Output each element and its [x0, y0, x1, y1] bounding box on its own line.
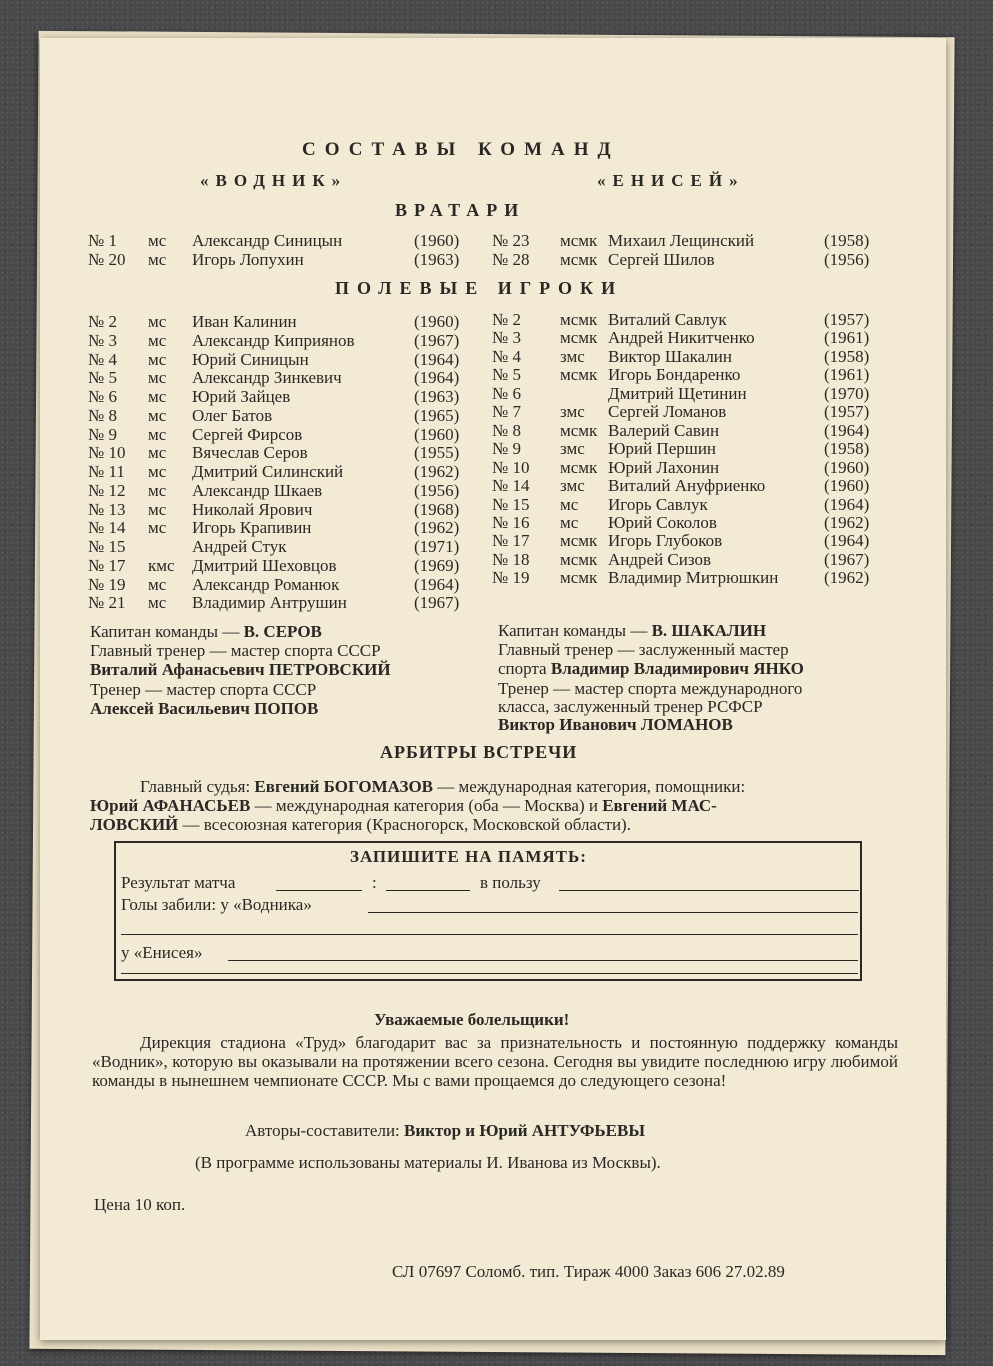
- player-row: [40, 365, 946, 384]
- authors-names: Виктор и Юрий АНТУФЬЕВЫ: [404, 1121, 646, 1140]
- player-row: [40, 513, 946, 532]
- player-number: № 12: [88, 480, 126, 500]
- ref-3-cat: — всесоюзная категория (Красногорск, Московской области).: [178, 815, 631, 834]
- player-name: Александр Синицын: [192, 231, 343, 250]
- player-row: [40, 250, 946, 269]
- player-number: № 2: [492, 310, 521, 329]
- player-rank: мс: [148, 349, 167, 369]
- player-rank: змс: [560, 476, 585, 496]
- home-head-coach-name: [90, 660, 391, 679]
- imprint: СЛ 07697 Соломб. тип. Тираж 4000 Заказ 606 27.02.89: [392, 1262, 785, 1281]
- player-year: (1971): [414, 537, 460, 556]
- result-colon: :: [372, 873, 377, 892]
- home-captain-line: [90, 622, 322, 641]
- player-year: (1962): [414, 518, 460, 538]
- fans-title: Уважаемые болельщики!: [374, 1010, 570, 1029]
- home-coach-name: [90, 699, 318, 718]
- player-number: № 13: [88, 499, 126, 519]
- heading: СОСТАВЫ КОМАНД: [302, 139, 620, 160]
- player-name: Олег Батов: [192, 405, 273, 425]
- goals-away-field[interactable]: [228, 960, 858, 961]
- ref-2-last: АФАНАСЬЕВ: [142, 796, 251, 815]
- player-row: [40, 347, 946, 366]
- away-head-coach-first: Владимир Владимирович: [550, 659, 754, 678]
- ref-label: Главный судья:: [140, 777, 255, 796]
- player-number: № 5: [492, 365, 521, 385]
- player-number: № 11: [88, 462, 125, 481]
- player-number: № 21: [88, 593, 126, 613]
- player-year: (1958): [824, 439, 870, 459]
- player-rank: мсмк: [560, 531, 598, 551]
- player-rank: мс: [148, 462, 167, 481]
- materials-note: (В программе использованы материалы И. Иванова из Москвы).: [195, 1153, 661, 1172]
- ref-2-first: Юрий: [90, 796, 143, 815]
- in-favor-label: в пользу: [480, 873, 541, 892]
- player-name: Дмитрий Силинский: [192, 462, 344, 481]
- player-year: (1967): [414, 330, 460, 350]
- team-home-title: «ВОДНИК»: [200, 171, 348, 190]
- player-year: (1957): [824, 402, 870, 422]
- result-home-field[interactable]: [276, 890, 362, 891]
- home-captain-name: В. СЕРОВ: [243, 622, 322, 641]
- player-year: (1968): [414, 499, 460, 519]
- player-name: Дмитрий Щетинин: [608, 383, 747, 403]
- player-rank: мс: [148, 368, 167, 388]
- player-row: [40, 231, 946, 250]
- player-year: (1967): [824, 549, 870, 569]
- player-name: Андрей Стук: [192, 537, 287, 556]
- ref-main-first: Евгений: [254, 777, 324, 796]
- player-number: № 19: [88, 574, 126, 594]
- player-number: № 2: [88, 312, 117, 331]
- player-name: Вячеслав Серов: [192, 443, 308, 463]
- in-favor-field[interactable]: [559, 890, 859, 891]
- referees-line-2: [90, 796, 717, 815]
- player-year: (1960): [414, 424, 460, 444]
- away-coach-line-2: класса, заслуженный тренер РСФСР: [498, 697, 763, 716]
- player-name: Виктор Шакалин: [608, 346, 732, 366]
- player-year: (1958): [824, 231, 870, 250]
- home-head-coach-line: Главный тренер — мастер спорта СССР: [90, 641, 381, 660]
- player-name: Игорь Крапивин: [192, 518, 312, 538]
- player-name: Игорь Бондаренко: [608, 365, 741, 385]
- player-name: Сергей Фирсов: [192, 424, 303, 444]
- player-name: Юрий Лахонин: [608, 457, 720, 477]
- player-year: (1962): [414, 462, 460, 481]
- home-coach-line: Тренер — мастер спорта СССР: [90, 680, 317, 699]
- player-row: [40, 593, 946, 612]
- player-rank: мс: [148, 443, 167, 463]
- player-rank: мс: [148, 405, 167, 425]
- player-year: (1965): [414, 405, 460, 425]
- authors-label: Авторы-составители:: [245, 1121, 405, 1140]
- player-rank: мс: [148, 424, 167, 444]
- fans-text: Дирекция стадиона «Труд» благодарит вас за признательность и постоянную поддержку команды «Водник», которую вы оказывали на протяжении всего сезона. Сегодня вы увидите последнюю игру любимой команды в нынешнем чемпионате СССР. Мы с вами прощаемся до следующего сезона!: [92, 1033, 898, 1090]
- player-number: № 5: [88, 368, 117, 388]
- player-name: Андрей Сизов: [608, 549, 711, 569]
- player-name: Виталий Савлук: [608, 310, 727, 329]
- away-head-coach-prefix: спорта: [498, 659, 551, 678]
- player-name: Владимир Антрушин: [192, 593, 347, 613]
- player-rank: мс: [560, 494, 579, 514]
- team-away-title: «ЕНИСЕЙ»: [597, 171, 745, 190]
- ref-2-cat: — международная категория (оба — Москва) и: [250, 796, 603, 815]
- away-captain-name: В. ШАКАЛИН: [651, 621, 767, 640]
- player-number: № 14: [492, 476, 530, 496]
- player-number: № 15: [88, 537, 126, 556]
- player-year: (1963): [414, 387, 460, 406]
- player-rank: мс: [148, 499, 167, 519]
- player-number: № 8: [492, 420, 521, 440]
- player-number: № 17: [88, 555, 126, 575]
- ref-main-last: БОГОМАЗОВ: [323, 777, 434, 796]
- player-row: [40, 458, 946, 477]
- player-number: № 20: [88, 250, 126, 269]
- player-year: (1960): [824, 476, 870, 496]
- goals-away-field-2[interactable]: [121, 973, 858, 974]
- player-rank: мс: [148, 518, 167, 538]
- player-name: Юрий Синицын: [192, 349, 309, 369]
- player-number: № 6: [492, 383, 521, 403]
- player-year: (1961): [824, 328, 870, 348]
- away-head-coach-last: ЯНКО: [753, 659, 804, 678]
- player-rank: мс: [148, 250, 167, 269]
- player-name: Сергей Ломанов: [608, 402, 727, 422]
- ref-3-name-start: Евгений МАС-: [602, 796, 717, 815]
- referees-title: АРБИТРЫ ВСТРЕЧИ: [380, 742, 578, 762]
- referees-line-3: [90, 815, 631, 834]
- player-rank: мсмк: [560, 250, 598, 269]
- player-rank: мсмк: [560, 549, 598, 569]
- player-name: Александр Киприянов: [192, 330, 355, 350]
- player-row: [40, 439, 946, 458]
- player-rank: мсмк: [560, 420, 598, 440]
- home-head-coach-first: Виталий Афанасьевич: [90, 660, 269, 679]
- player-year: (1955): [414, 443, 460, 463]
- player-name: Юрий Зайцев: [192, 387, 291, 406]
- player-year: (1960): [414, 312, 460, 331]
- player-year: (1970): [824, 383, 870, 403]
- authors-line: [245, 1121, 645, 1140]
- player-number: № 3: [492, 328, 521, 348]
- player-row: [40, 476, 946, 495]
- player-rank: мс: [148, 593, 167, 613]
- ref-main-cat: — международная категория, помощники:: [433, 777, 746, 796]
- player-number: № 3: [88, 330, 117, 350]
- player-number: № 9: [492, 439, 521, 459]
- player-row: [40, 421, 946, 440]
- player-name: Юрий Першин: [608, 439, 717, 459]
- player-year: (1962): [824, 512, 870, 532]
- player-year: (1957): [824, 310, 870, 329]
- player-year: (1969): [414, 555, 460, 575]
- player-year: (1960): [824, 457, 870, 477]
- player-year: (1964): [414, 574, 460, 594]
- player-rank: мс: [148, 387, 167, 406]
- player-number: № 8: [88, 405, 117, 425]
- player-number: № 4: [88, 349, 117, 369]
- player-year: (1962): [824, 568, 870, 588]
- player-rank: мсмк: [560, 310, 598, 329]
- player-rank: мс: [148, 480, 167, 500]
- player-name: Сергей Шилов: [608, 250, 715, 269]
- result-away-field[interactable]: [386, 890, 470, 891]
- player-number: № 7: [492, 402, 521, 422]
- player-number: № 10: [88, 443, 126, 463]
- player-rank: мсмк: [560, 328, 598, 348]
- player-row: [40, 310, 946, 329]
- player-row: [40, 531, 946, 550]
- home-coach-first: Алексей Васильевич: [90, 699, 255, 718]
- away-coach-line: Тренер — мастер спорта международного: [498, 679, 803, 698]
- player-number: № 19: [492, 568, 530, 588]
- player-number: № 15: [492, 494, 530, 514]
- home-coach-last: ПОПОВ: [254, 699, 319, 718]
- player-number: № 1: [88, 231, 117, 250]
- player-name: Виталий Ануфриенко: [608, 476, 766, 496]
- player-year: (1960): [414, 231, 460, 250]
- player-rank: мс: [148, 330, 167, 350]
- player-row: [40, 495, 946, 514]
- player-name: Николай Ярович: [192, 499, 313, 519]
- player-rank: мсмк: [560, 568, 598, 588]
- player-number: № 28: [492, 250, 530, 269]
- player-number: № 23: [492, 231, 530, 250]
- away-coach-first: Виктор Иванович: [498, 715, 641, 734]
- player-row: [40, 402, 946, 421]
- away-coach-name: [498, 715, 733, 734]
- player-rank: мсмк: [560, 231, 598, 250]
- player-name: Михаил Лещинский: [608, 231, 755, 250]
- player-row: [40, 384, 946, 403]
- ref-3-name-end: ЛОВСКИЙ: [90, 815, 179, 834]
- goals-home-label: Голы забили: у «Водника»: [121, 895, 312, 914]
- player-year: (1961): [824, 365, 870, 385]
- fieldplayers-title: ПОЛЕВЫЕ ИГРОКИ: [335, 278, 624, 298]
- home-captain-label: Капитан команды —: [90, 622, 244, 641]
- player-number: № 18: [492, 549, 530, 569]
- goals-away-label: у «Енисея»: [121, 943, 203, 962]
- player-number: № 17: [492, 531, 530, 551]
- away-head-coach-name: [498, 659, 804, 678]
- player-year: (1964): [824, 531, 870, 551]
- player-row: [40, 550, 946, 569]
- away-captain-line: [498, 621, 766, 640]
- player-number: № 9: [88, 424, 117, 444]
- player-rank: мсмк: [560, 365, 598, 385]
- player-year: (1964): [824, 494, 870, 514]
- player-year: (1963): [414, 250, 460, 269]
- program-page: [40, 38, 946, 1340]
- away-captain-label: Капитан команды —: [498, 621, 652, 640]
- player-number: № 10: [492, 457, 530, 477]
- player-row: [40, 328, 946, 347]
- away-coach-last: ЛОМАНОВ: [640, 715, 733, 734]
- player-name: Валерий Савин: [608, 420, 720, 440]
- player-name: Владимир Митрюшкин: [608, 568, 779, 588]
- away-head-coach-line: Главный тренер — заслуженный мастер: [498, 640, 789, 659]
- player-name: Иван Калинин: [192, 312, 297, 331]
- price: Цена 10 коп.: [94, 1195, 186, 1214]
- player-rank: мс: [148, 231, 167, 250]
- memo-title: ЗАПИШИТЕ НА ПАМЯТЬ:: [350, 847, 587, 866]
- player-name: Александр Зинкевич: [192, 368, 342, 388]
- player-year: (1956): [824, 250, 870, 269]
- player-rank: мс: [148, 574, 167, 594]
- player-name: Александр Шкаев: [192, 480, 323, 500]
- player-name: Андрей Никитченко: [608, 328, 755, 348]
- player-name: Александр Романюк: [192, 574, 340, 594]
- referees-line-1: [140, 777, 745, 796]
- player-year: (1967): [414, 593, 460, 613]
- player-rank: змс: [560, 346, 585, 366]
- player-number: № 6: [88, 387, 117, 406]
- player-rank: кмс: [148, 555, 175, 575]
- result-label: Результат матча: [121, 873, 236, 892]
- player-number: № 14: [88, 518, 126, 538]
- player-name: Игорь Глубоков: [608, 531, 723, 551]
- player-rank: змс: [560, 439, 585, 459]
- player-rank: мсмк: [560, 457, 598, 477]
- goals-home-field[interactable]: [368, 912, 858, 913]
- player-row: [40, 568, 946, 587]
- player-rank: змс: [560, 402, 585, 422]
- player-year: (1956): [414, 480, 460, 500]
- player-rank: мс: [148, 312, 167, 331]
- home-head-coach-last: ПЕТРОВСКИЙ: [268, 660, 391, 679]
- player-name: Юрий Соколов: [608, 512, 717, 532]
- goalkeepers-title: ВРАТАРИ: [395, 200, 526, 220]
- player-name: Игорь Лопухин: [192, 250, 304, 269]
- player-name: Игорь Савлук: [608, 494, 708, 514]
- player-name: Дмитрий Шеховцов: [192, 555, 337, 575]
- player-year: (1964): [414, 349, 460, 369]
- memo-box: [114, 841, 862, 981]
- player-year: (1964): [414, 368, 460, 388]
- player-rank: мс: [560, 512, 579, 532]
- player-year: (1958): [824, 346, 870, 366]
- player-number: № 16: [492, 512, 530, 532]
- goals-home-field-2[interactable]: [121, 934, 858, 935]
- player-number: № 4: [492, 346, 521, 366]
- player-year: (1964): [824, 420, 870, 440]
